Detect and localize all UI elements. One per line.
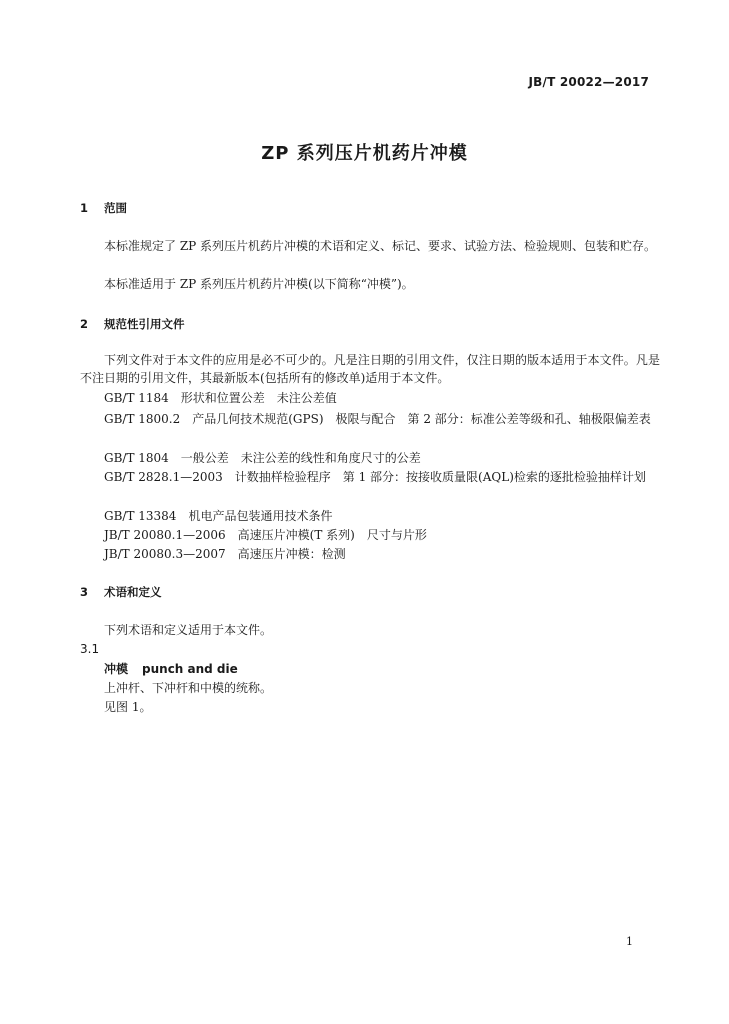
section-2-heading [80,316,185,332]
reference-item: GB/T 13384 机电产品包装通用技术条件 [104,509,333,523]
terms-intro: 下列术语和定义适用于本文件。 [104,623,273,637]
reference-item: GB/T 1804 一般公差 未注公差的线性和角度尺寸的公差 [104,451,421,465]
standard-number: JB/T 20022—2017 [528,75,649,89]
figure-reference: 见图 1。 [104,700,152,714]
clause-number: 3.1 [80,642,100,656]
reference-item: JB/T 20080.3—2007 高速压片冲模：检测 [104,547,346,561]
scope-paragraph-2: 本标准适用于 ZP 系列压片机药片冲模(以下简称“冲模”)。 [104,277,414,291]
reference-item: GB/T 1184 形状和位置公差 未注公差值 [104,391,337,405]
term-english: punch and die [142,662,238,676]
section-number: 1 [80,201,89,215]
section-1-heading [80,200,127,216]
section-number: 2 [80,317,89,331]
section-title: 术语和定义 [104,585,162,599]
page-number: 1 [626,935,633,948]
normative-intro: 下列文件对于本文件的应用是必不可少的。凡是注日期的引用文件，仅注日期的版本适用于本文件。凡是不注日期的引用文件，其最新版本(包括所有的修改单)适用于本文件。 [80,353,660,385]
section-title: 规范性引用文件 [104,317,185,331]
term-entry [104,660,238,677]
section-title: 范围 [104,201,127,215]
section-3-heading [80,584,162,600]
reference-item: GB/T 1800.2 产品几何技术规范(GPS) 极限与配合 第 2 部分：标准公差等级和孔、轴极限偏差表 [104,412,651,426]
reference-item: GB/T 2828.1—2003 计数抽样检验程序 第 1 部分：按接收质量限(AQL)检索的逐批检验抽样计划 [104,470,646,484]
scope-paragraph-1: 本标准规定了 ZP 系列压片机药片冲模的术语和定义、标记、要求、试验方法、检验规则、包装和贮存。 [104,239,657,253]
term-definition: 上冲杆、下冲杆和中模的统称。 [104,681,273,695]
page-title: ZP 系列压片机药片冲模 [261,143,468,164]
reference-item: JB/T 20080.1—2006 高速压片冲模(T 系列) 尺寸与片形 [104,528,427,542]
section-number: 3 [80,585,89,599]
term-chinese: 冲模 [104,662,129,676]
